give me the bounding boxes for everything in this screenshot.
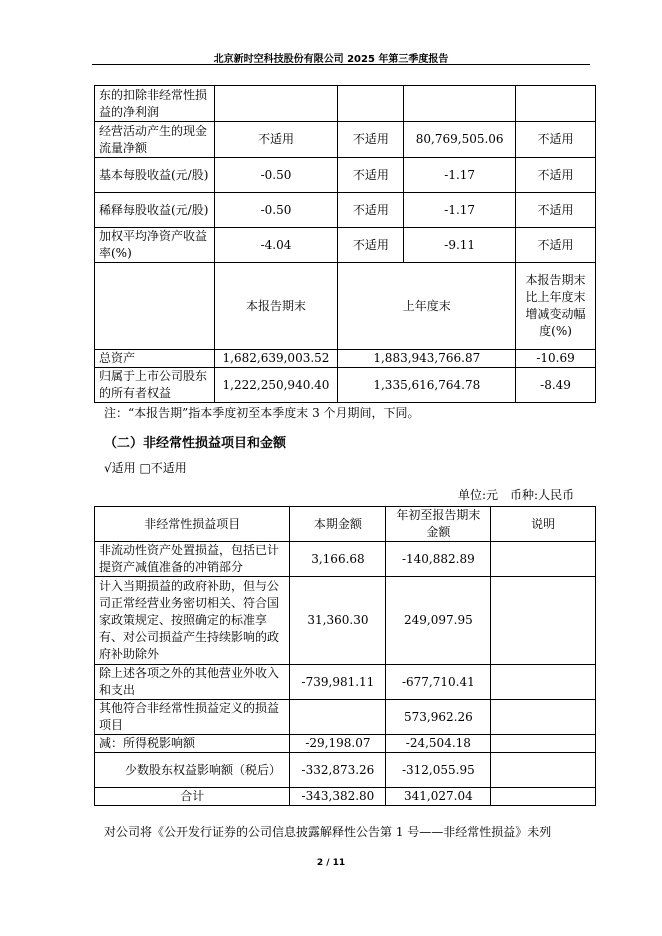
section-title: （二）非经常性损益项目和金额: [104, 436, 287, 451]
col-header-explanation: 说明: [491, 507, 596, 542]
cell: [338, 86, 404, 122]
cell: 不适用: [516, 122, 596, 158]
cell: -4.04: [214, 228, 338, 263]
table-row: [95, 700, 596, 735]
cell: 3,166.68: [290, 542, 386, 577]
cell: [491, 788, 596, 806]
table-row: [95, 86, 596, 122]
cell: [491, 735, 596, 753]
cell: [290, 700, 386, 735]
cell: -140,882.89: [386, 542, 491, 577]
non-recurring-items-table: [94, 506, 596, 806]
row-label: 稀释每股收益(元/股): [95, 193, 215, 228]
cell: [491, 665, 596, 700]
unit-currency-line: 单位:元 币种:人民币: [458, 488, 575, 502]
col-header-ytd: 年初至报告期末金额: [386, 507, 491, 542]
cell: [491, 700, 596, 735]
cell: -1.17: [404, 158, 516, 193]
table-subheader-row: [95, 263, 596, 350]
cell: 249,097.95: [386, 577, 491, 665]
col-header-current: 本期金额: [290, 507, 386, 542]
row-label: 经营活动产生的现金流量净额: [95, 122, 215, 158]
item-cell: 少数股东权益影响额（税后）: [95, 753, 290, 788]
header-rule: [92, 64, 590, 65]
table-row: [95, 542, 596, 577]
table-row: [95, 193, 596, 228]
cell: -8.49: [516, 368, 596, 403]
cell: 不适用: [516, 158, 596, 193]
body-paragraph: 对公司将《公开发行证券的公司信息披露解释性公告第 1 号——非经常性损益》未列: [104, 825, 552, 839]
item-cell: 其他符合非经常性损益定义的损益项目: [95, 700, 290, 735]
cell: -0.50: [214, 193, 338, 228]
financial-indicators-table: [94, 85, 596, 403]
cell: [491, 577, 596, 665]
cell: -0.50: [214, 158, 338, 193]
cell: [214, 86, 338, 122]
page-header: 北京新时空科技股份有限公司 2025 年第三季度报告: [213, 54, 449, 65]
cell: 341,027.04: [386, 788, 491, 806]
cell: -29,198.07: [290, 735, 386, 753]
cell: 不适用: [338, 193, 404, 228]
cell: 31,360.30: [290, 577, 386, 665]
table-row: [95, 122, 596, 158]
table-header-row: [95, 507, 596, 542]
table-row: [95, 753, 596, 788]
row-label: 基本每股收益(元/股): [95, 158, 215, 193]
cell: -343,382.80: [290, 788, 386, 806]
table-note: 注：“本报告期”指本季度初至本季度末 3 个月期间，下同。: [104, 406, 420, 420]
cell: -9.11: [404, 228, 516, 263]
col-header-current-period-end: 本报告期末: [214, 263, 338, 350]
table-row: [95, 350, 596, 368]
cell: [491, 753, 596, 788]
cell: 不适用: [516, 228, 596, 263]
cell: -24,504.18: [386, 735, 491, 753]
row-label: 归属于上市公司股东的所有者权益: [95, 368, 215, 403]
cell: -677,710.41: [386, 665, 491, 700]
table-row: [95, 735, 596, 753]
table-row: [95, 577, 596, 665]
cell: 不适用: [338, 122, 404, 158]
cell: 1,335,616,764.78: [338, 368, 516, 403]
table-row: [95, 368, 596, 403]
row-label: 加权平均净资产收益率(%): [95, 228, 215, 263]
page-number: 2 / 11: [316, 858, 346, 868]
item-cell: 减：所得税影响额: [95, 735, 290, 753]
table-row: [95, 228, 596, 263]
cell: 1,682,639,003.52: [214, 350, 338, 368]
cell: [491, 542, 596, 577]
applicability-checkbox-line: √适用 □不适用: [104, 461, 187, 475]
cell: -10.69: [516, 350, 596, 368]
cell: [404, 86, 516, 122]
item-cell: 除上述各项之外的其他营业外收入和支出: [95, 665, 290, 700]
item-cell: 合计: [95, 788, 290, 806]
cell: [516, 86, 596, 122]
cell: 不适用: [338, 228, 404, 263]
table-row: [95, 665, 596, 700]
cell: -739,981.11: [290, 665, 386, 700]
col-header-prior-year-end: 上年度末: [338, 263, 516, 350]
item-cell: 计入当期损益的政府补助，但与公司正常经营业务密切相关、符合国家政策规定、按照确定的标准享有、对公司损益产生持续影响的政府补助除外: [95, 577, 290, 665]
cell: -1.17: [404, 193, 516, 228]
cell: 不适用: [338, 158, 404, 193]
cell: 不适用: [516, 193, 596, 228]
cell: -332,873.26: [290, 753, 386, 788]
empty-cell: [95, 263, 215, 350]
table-row: [95, 158, 596, 193]
col-header-item: 非经常性损益项目: [95, 507, 290, 542]
cell: 1,222,250,940.40: [214, 368, 338, 403]
cell: 不适用: [214, 122, 338, 158]
table-total-row: [95, 788, 596, 806]
cell: 80,769,505.06: [404, 122, 516, 158]
cell: 573,962.26: [386, 700, 491, 735]
row-label: 总资产: [95, 350, 215, 368]
row-label: 东的扣除非经常性损益的净利润: [95, 86, 215, 122]
col-header-change-pct: 本报告期末比上年度末增减变动幅度(%): [516, 263, 596, 350]
item-cell: 非流动性资产处置损益，包括已计提资产减值准备的冲销部分: [95, 542, 290, 577]
cell: 1,883,943,766.87: [338, 350, 516, 368]
cell: -312,055.95: [386, 753, 491, 788]
